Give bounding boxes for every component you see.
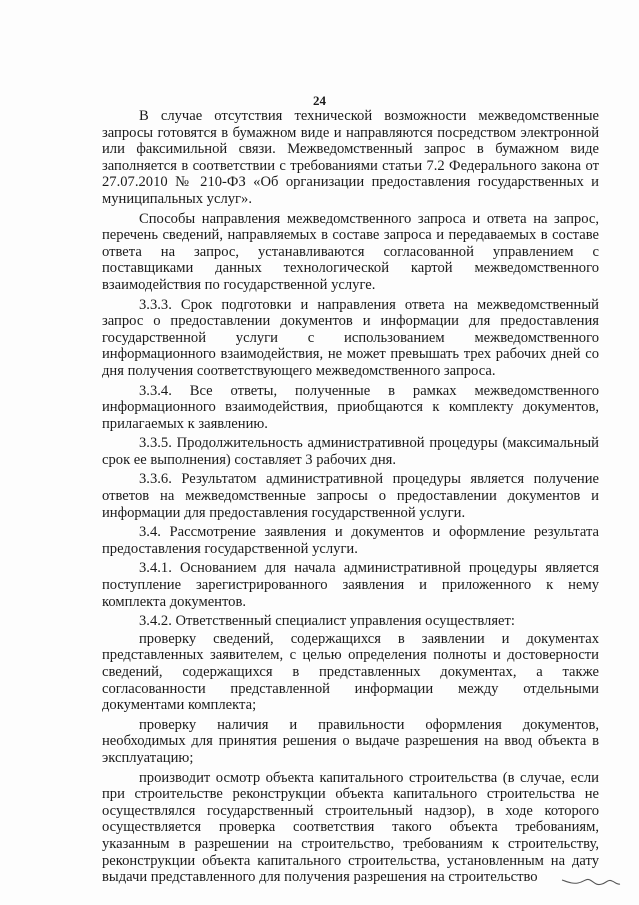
paragraph-check-documents: проверку наличия и правильности оформления документов, необходимых для принятия решения о выдаче разрешения на ввод объекта в эксплуатацию; — [102, 716, 599, 766]
paragraph-site-inspection: производит осмотр объекта капитального строительства (в случае, если при строительстве реконструкции объекта капитального строительства не осуществлялся государственный строительный надзор), в ходе которого осуществляется проверка соответствия такого объекта требованиям, указанным в разрешении на строительство, требованиям к строительству, реконструкции объекта капитального строительства, установленным на дату выдачи представленного для получения разрешения на строительство — [102, 769, 599, 886]
paragraph-3-3-6: 3.3.6. Результатом административной процедуры является получение ответов на межведомственные запросы о предоставлении документов и информации для предоставления государственной услуги. — [102, 471, 599, 521]
paragraph-3-3-3: 3.3.3. Срок подготовки и направления ответа на межведомственный запрос о предоставлении документов и информации для предоставления государственной услуги с использованием межведомственного информационного взаимодействия, не может превышать трех рабочих дней со дня получения соответствующего межведомственного запроса. — [102, 296, 599, 379]
paragraph-3-3-5: 3.3.5. Продолжительность административной процедуры (максимальный срок ее выполнения) составляет 3 рабочих дня. — [102, 435, 599, 468]
paragraph-request-methods: Способы направления межведомственного запроса и ответа на запрос, перечень сведений, направляемых в составе запроса и передаваемых в составе ответа на запрос, устанавливаются согласованной управлением с поставщиками данных технологической картой межведомственного взаимодействия по государственной услуге. — [102, 210, 599, 293]
paragraph-paper-requests: В случае отсутствия технической возможности межведомственные запросы готовятся в бумажном виде и направляются посредством электронной или факсимильной связи. Межведомственный запрос в бумажном виде заполняется в соответствии с требованиями статьи 7.2 Федерального закона от 27.07.2010 № 210-ФЗ «Об организации предоставления государственных и муниципальных услуг». — [102, 108, 599, 207]
document-body — [102, 108, 599, 889]
page-number: 24 — [313, 93, 326, 108]
paragraph-3-3-4: 3.3.4. Все ответы, полученные в рамках межведомственного информационного взаимодействия, приобщаются к комплекту документов, прилагаемых к заявлению. — [102, 382, 599, 432]
handwritten-mark — [560, 868, 622, 890]
paragraph-3-4-2: 3.4.2. Ответственный специалист управления осуществляет: — [139, 613, 515, 630]
paragraph-3-4: 3.4. Рассмотрение заявления и документов и оформление результата предоставления государственной услуги. — [102, 524, 599, 557]
paragraph-check-information: проверку сведений, содержащихся в заявлении и документах представленных заявителем, с целью определения полноты и достоверности сведений, содержащихся в представленных документах, а также согласованности представленной информации между отдельными документами комплекта; — [102, 630, 599, 714]
paragraph-3-4-1: 3.4.1. Основанием для начала административной процедуры является поступление зарегистрированного заявления и приложенного к нему комплекта документов. — [102, 560, 599, 610]
